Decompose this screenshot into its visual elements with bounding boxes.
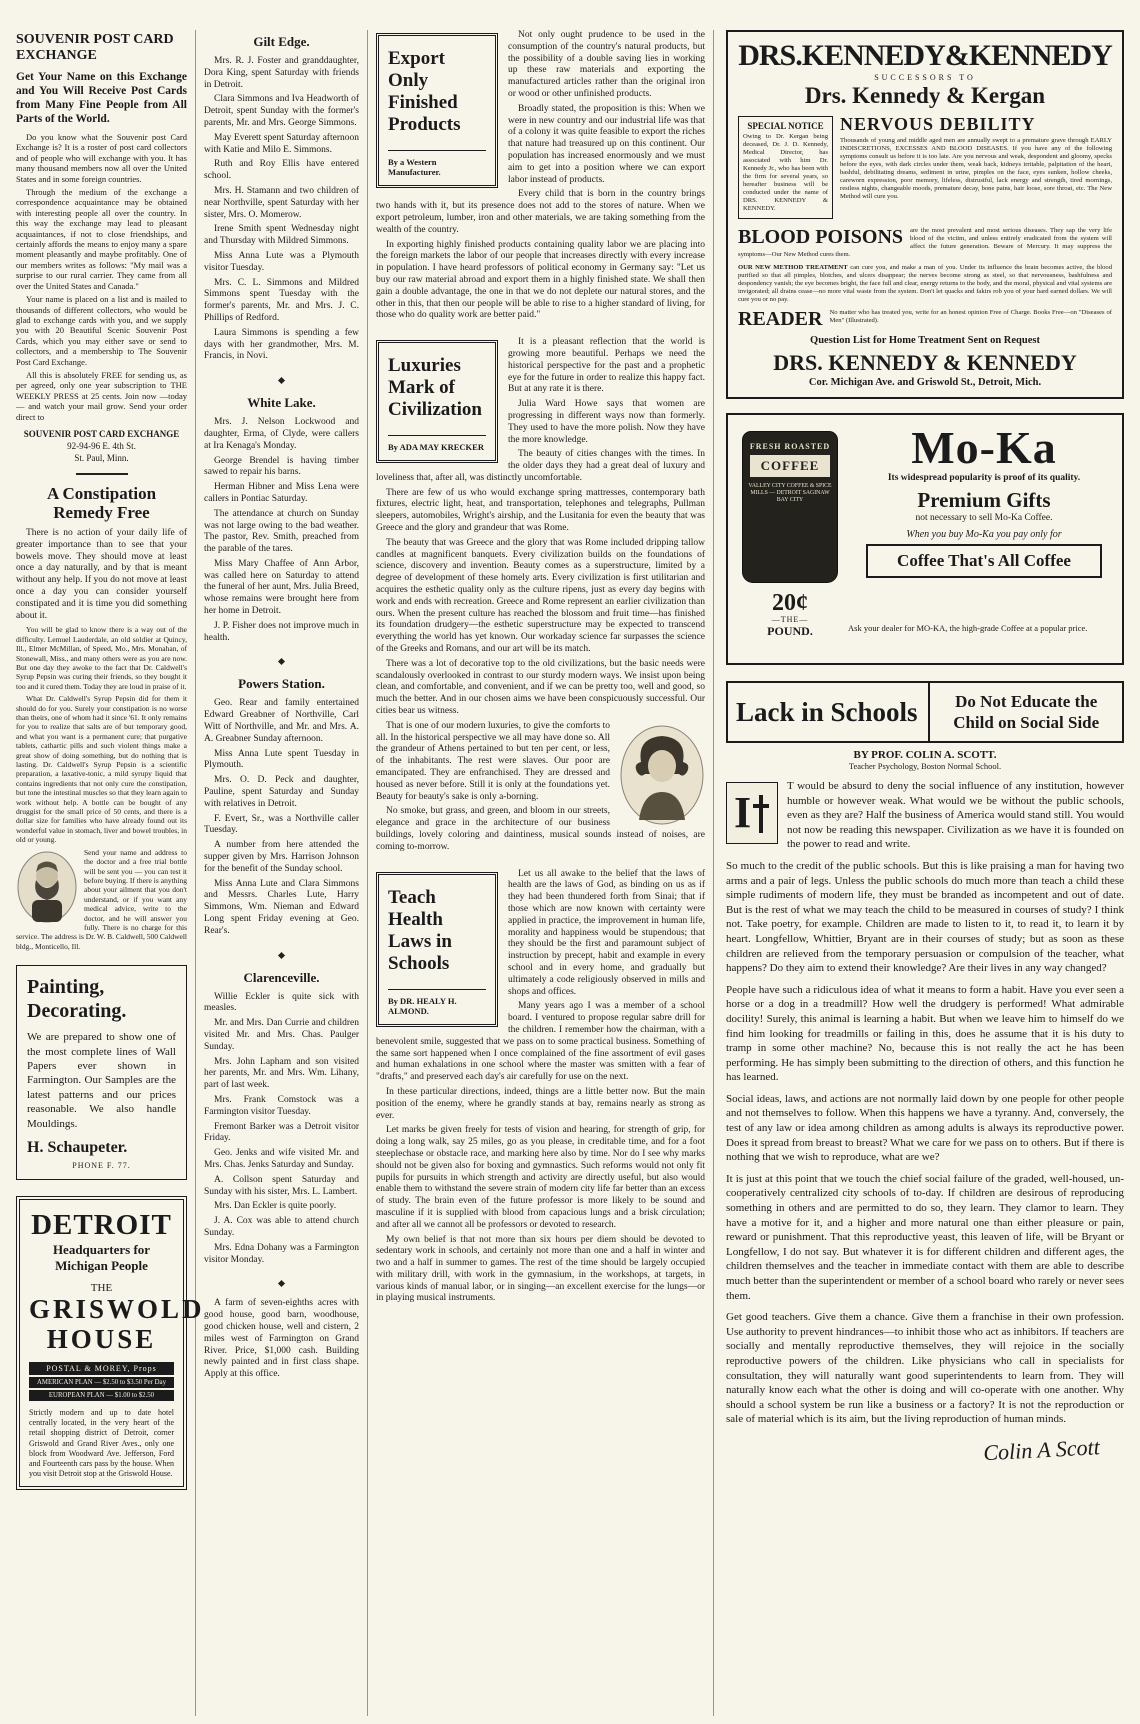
article-headline-box [726, 681, 1124, 743]
premium-gifts-line: Premium Gifts [917, 488, 1051, 512]
paragraph: Do you know what the Souvenir post Card Exchange is? It is a roster of post card collectors and of people who will exchange with you. It has many thousand members now all over the United States and in some foreign countries. [16, 132, 187, 184]
paragraph: Mrs. Frank Comstock was a Farmington visitor Tuesday. [204, 1094, 359, 1117]
moka-copy [856, 422, 1112, 578]
paragraph: Geo. Rear and family entertained Edward Greabner of Northville, Carl Witt of Northville, and Mr. and Mrs. A. A. Greabner Sunday afternoon. [204, 698, 359, 744]
ad-subheadline: Drs. Kennedy & Kergan [804, 83, 1046, 108]
paragraph: Your name is placed on a list and is mailed to thousands of different collectors, who would be glad to exchange cards with you, and we supply you with 20 Beautiful Scenic Souvenir Post Cards, which you may either save or send to collectors, and a membership to The Souvenir Post Card Exchange. [16, 294, 187, 367]
ad-footer-name: DRS. KENNEDY & KENNEDY [773, 350, 1077, 375]
paragraph: Irene Smith spent Wednesday night and Thursday with Mildred Simmons. [204, 224, 359, 247]
paragraph: Julia Ward Howe says that women are progressing in different ways now than formerly. They used to have the more polish. Now they have the more knowledge. [508, 399, 705, 445]
author-signature: Colin A Scott [982, 1434, 1101, 1466]
paragraph: Miss Anna Lute and Clara Simmons and Messrs. Charles Lute, Harry Simmons, Wm. Nieman and Edward Long spent Friday evening at Geo. Rear's. [204, 878, 359, 936]
nervous-debility-section [738, 114, 1112, 222]
article-paragraphs [726, 779, 1124, 1427]
ad-title: Painting, Decorating. [27, 976, 127, 1023]
cross-ornament-icon [753, 795, 769, 833]
paragraph: Ruth and Roy Ellis have entered school. [204, 159, 359, 182]
section-divider [204, 370, 359, 388]
paragraph: Many years ago I was a member of a school board. I ventured to propose regular sabre drill for the children. I remember how the chairman, with a benevolent smile, suggested that we pass on to some practical business. Something of the same sort happened when I once complained of the fine assortment of evil gases and human exhalations in one school where the master was smitten with a fear of "drafts," and preserved each day's air carefully for use on the next. [376, 1001, 705, 1083]
can-label-text: COFFEE [760, 458, 820, 473]
paragraph: A. Collson spent Saturday and Sunday with his sister, Mrs. L. Lambert. [204, 1174, 359, 1197]
can-label [750, 455, 830, 477]
paragraph: Laura Simmons is spending a few days with her grandmother, Mrs. M. Francis, in Novi. [204, 327, 359, 362]
price-amount: 20¢ [772, 590, 808, 616]
paragraph: Through the medium of the exchange a correspondence acquaintance may be obtained with interesting people all over the country. In this way the exchange may lead to pleasant acquaintances, if not to close friendships, and certainly affords the means to enjoy many a spare moment pleasantly and maybe profitably. One of our members writes as follows: "My mail was a surprise to our rural carrier. They came from all over the United States and Canada." [16, 187, 187, 291]
paragraph: All this is absolutely FREE for sending us, as per agreed, only one year subscription to THE WEEKLY PRESS at 25 cents. Join now —today— and watch your mail grow. Send your order direct to [16, 369, 187, 422]
price-the: —THE— [771, 615, 809, 624]
paragraph: Mrs. J. Nelson Lockwood and daughter, Erma, of Clyde, were callers at Ira Kenaga's Monday. [204, 417, 359, 451]
paragraph: So much to the credit of the public schools. But this is like praising a man for having two arms and a pair of legs. Unless the public schools do much more than teach a child these simple rudiments of modern life, they must be branded as incompetent and out of date. But is the rest of what we may teach the child to be measured in courses of study? I think not. Take poetry, for example. Children are made to listen to it, to read it, to learn it by heart. Longfellow, Whittier, Bryant are in their courses of study; but as soon as these children are relieved from the temporary persuasion or compulsion of the teacher, what happens? Do they aim to extend their knowledge? Are their lives in any way changed? [726, 859, 1124, 975]
paragraph: Mrs. C. L. Simmons and Mildred Simmons spent Tuesday with the former's parents, Mr. and Mrs. J. C. Phillips of Redford. [204, 277, 359, 323]
news-items [204, 698, 359, 937]
paragraph: Miss Mary Chaffee of Ann Arbor, was called here on Saturday to attend the funeral of her aunt, Mrs. Julia Breed, whose remains were brought here from her home in Detroit. [204, 558, 359, 617]
can-maker-text: VALLEY CITY COFFEE & SPICE MILLS — DETROIT SAGINAW BAY CITY [748, 483, 832, 503]
reader-body: No matter who has treated you, write for an honest opinion Free of Charge. Books Free—on "Diseases of Men" (Illustrated). [829, 309, 1112, 324]
lack-in-schools-article [726, 681, 1124, 1470]
nervous-title: NERVOUS DEBILITY [840, 114, 1036, 134]
paragraph: There is no action of your daily life of greater importance than to see that your bowels move. They should move at least once a day naturally, and by that is meant without any help. If you do not move at least once a day you can consider yourself constipated and it is time you did something about it. [16, 527, 187, 621]
teach-health-article [376, 869, 705, 1309]
paragraph: Every child that is born in the country brings two hands with it, but its presence does not add to the stores of nature. When we export petroleum, lumber, iron and other materials, we are taking something from the wealth of the country. [376, 189, 705, 235]
paragraph: J. A. Cox was able to attend church Sunday. [204, 1216, 359, 1238]
paragraph: The attendance at church on Sunday was not large owing to the bad weather. The pastor, Rev. Smith, preached from the parable of the tares. [204, 508, 359, 555]
paragraph: My own belief is that not more than six hours per diem should be devoted to sedentary work in schools, and certainly not more than one and a half in winter and two and a half in summer to games. The rest of the time should be largely occupied with military drill, with work in the gymnasium, in the workshops, at targets, in various kinds of manual labor, or in singing—an excellent exercise for the lungs—or in playing musical instruments. [376, 1234, 705, 1304]
article-body [16, 132, 187, 422]
paragraph: Social ideas, laws, and actions are not normally laid down by one people for other people and not themselves to follow. When this happens we have a tyranny. And, conversely, the test of any law or idea among children as among adults is always its reproductive power. Does it spread from breast to breast? What we care for we pass on to others. But if there is nothing that we wish to reproduce, what are we? [726, 1092, 1124, 1164]
paragraph: May Everett spent Saturday afternoon with Katie and Milo E. Simmons. [204, 132, 359, 155]
paragraph: No smoke, but grass, and green, and bloom in our streets, elegance and grace in the architecture of our business buildings, lovely coloring and daintiness, musical sounds instead of noises, are coming to-morrow. [376, 806, 705, 852]
method-paragraph [738, 264, 1112, 304]
article-title: A Constipation Remedy Free [46, 483, 157, 522]
paragraph: Mrs. Dan Eckler is quite poorly. [214, 1201, 337, 1212]
paragraph: Let us all awake to the belief that the laws of health are the laws of God, as binding on us as if they had been thundered forth from Sinai; that if those which are now known with certainty were applied in practice, the improvement in human life, morality and happiness would be stupendous; that they should be the first and paramount subject of instruction by precept, habit and example in every school and in every home, and gradually but ultimately a code religiously observed in mills and shops and offices. [508, 868, 705, 997]
paragraph: Mrs. O. D. Peck and daughter, Pauline, spent Saturday and Sunday with relatives in Detroit. [204, 775, 359, 809]
moka-coffee-ad [726, 413, 1124, 665]
locale-title: White Lake. [247, 395, 316, 411]
successors-line: SUCCESSORS TO [874, 73, 976, 82]
author-portrait-image [619, 724, 705, 826]
when-line: When you buy Mo-Ka you pay only for [906, 529, 1062, 540]
paragraph: That is one of our modern luxuries, to give the comforts to all. In the historical perspective we all may have done so. All the grandeur of Athens pertained to but ten per cent, or less, of the inhabitants. The rest were slaves. Our poor are emancipated. They are enfranchised. They are dressed and housed as never before. Still it is only at the foundations yet. Beauty for beauty's sake is only a-borning. [376, 720, 610, 802]
ad-headline: DRS.KENNEDY&KENNEDY [738, 39, 1112, 72]
ad-the: THE [90, 1282, 113, 1294]
paragraph: Mrs. H. Stamann and two children of near Northville, spent Saturday with her sister, Mrs. O. Momerow. [204, 185, 359, 220]
paragraph: Mrs. R. J. Foster and granddaughter, Dora King, spent Saturday with friends in Detroit. [204, 56, 359, 90]
ad-tagline-1: Headquarters for [52, 1242, 151, 1257]
rate-plan-1: AMERICAN PLAN — $2.50 to $3.50 Per Day [29, 1377, 174, 1388]
section-divider [204, 651, 359, 669]
section-rule [76, 473, 128, 475]
paragraph: Miss Anna Lute spent Tuesday in Plymouth. [204, 748, 359, 771]
reader-section [738, 309, 1112, 329]
question-list-line: Question List for Home Treatment Sent on Request [810, 335, 1040, 346]
paragraph: There are few of us who would exchange spring mattresses, contemporary bath fixtures, electric light, heat, and transportation, telephones and telegraphs, Pullman sleepers, automobiles, Wright's airship, and the Lusitania for even the beauty that was Greece and the glory and grandeur that was Rome. [376, 487, 705, 534]
white-lake-news [204, 395, 359, 644]
paragraph: Clara Simmons and Iva Headworth of Detroit, spent Sunday with the former's parents, Mr. and Mrs. George Simmons. [204, 94, 359, 128]
section-divider [204, 945, 359, 963]
feature-title: Export Only Finished Products [388, 48, 461, 135]
paragraph: J. P. Fisher does not improve much in health. [204, 620, 359, 643]
paragraph: It is just at this point that we touch the chief social failure of the graded, well-housed, un-cooperatively centralized city schools of to-day. If children are desirous of reproducing something in others and are permitted to do so, they learn. They clamor to learn. They have a motive for it, and a higher and more natural one than either pleasure or pain, reward or punishment. That this reproductive yeast, this leaven of life, will be Bryant or Longfellow, I do not say. But whatever it is for different children and different ages, the children themselves and the teacher in immediate contact with them are able to describe much better than the superintendent or member of a school board who rarely or never sees them. [726, 1172, 1124, 1302]
advertiser-name: H. Schaupeter. [27, 1139, 128, 1156]
powers-station-news [204, 676, 359, 937]
dropcap-letter: I [734, 788, 752, 837]
paragraph: Not only ought prudence to be used in the consumption of the country's natural products, but the possibility of a double saving lies in working up these raw materials and exporting the manufactured articles rather than the original iron or wood or other unfinished products. [508, 30, 705, 99]
clarenceville-news [204, 970, 359, 1267]
diamond-ornament-icon [278, 952, 285, 959]
can-arc-text: FRESH ROASTED [749, 442, 831, 451]
section-divider [204, 1273, 359, 1291]
paragraph: The beauty of cities changes with the times. In the older days they had a great deal of luxury and loveliness that, after all, was distinctly uncomfortable. [376, 449, 705, 483]
brand-name: Mo-Ka [911, 422, 1057, 473]
blood-poisons-section [738, 227, 1112, 259]
diamond-ornament-icon [278, 1280, 285, 1287]
notice-title: SPECIAL NOTICE [747, 121, 824, 131]
paragraph: People have such a ridiculous idea of what it means to form a habit. Have you ever seen a horse or a dog in a treadmill? How well the drudgery is performed! What admirable docility! Surely, this animal is learning a habit. But when we leave him to himself do we find him looking for treadmills or failing in this, does he assume that it is his duty to tramp in some other machine? No, because this is not really the act he has been performing. He has simply been submitting to the direction of others, and this function he has learned. [726, 983, 1124, 1084]
notice-body: Owing to Dr. Kergan being deceased, Dr. J. D. Kennedy, Medical Director, has associated with him Dr. Kennedy Jr., who has been with the firm for several years, so hereafter business will be conducted under the name of DRS. KENNEDY & KENNEDY. [743, 133, 828, 212]
headline-right: Do Not Educate the Child on Social Side [953, 692, 1100, 732]
teach-headline-box [376, 872, 498, 1027]
luxuries-headline-box [376, 340, 498, 463]
method-body: can cure you, and make a man of you. Under its influence the brain becomes active, the blood purified so that all pimples, blotches, and ulcers disappear; the nerves become strong as steel, so that nervousness, bashfulness and despondency vanish; the eye becomes bright, the face full and clear, energy returns to the body, and the moral, physical and vital systems are invigorated; all drains cease—no more vital waste from the system. Don't let quacks and fakirs rob you of your hard earned dollars. We will cure you or no pay. [738, 264, 1112, 303]
article-fine-print [16, 625, 187, 844]
price-unit: POUND. [767, 624, 813, 638]
blood-body: are the most prevalent and most serious diseases. They sap the very life blood of the victim, and unless entirely eradicated from the system will affect the future generation. Beware of Mercury. It may suppress the symptoms—Our New Method cures them. [738, 227, 1112, 258]
paragraph: F. Evert, Sr., was a Northville caller Tuesday. [204, 813, 359, 836]
feature-byline: By DR. HEALY H. ALMOND. [388, 989, 486, 1016]
griswold-house-ad [16, 1196, 205, 1490]
paragraph: In exporting highly finished products containing quality labor we are placing into the foreign markets the labor of our people that increases directly with every increase in population. I have heard professors of political economy in Germany say: "Let us buy our raw material abroad and export them in a highly finished state. We shall then gain a double advantage, the one in that we do not deplete our natural stores, and the other in this, that then our people will be able to rise to a higher standard of living, for those who do quality work are better paid." [376, 239, 705, 321]
paragraph: In these particular directions, indeed, things are a little better now. But the main position of the enemy, where he grandly stands at bay, remains nearly as strong as ever. [376, 1086, 705, 1121]
nervous-body: Thousands of young and middle aged men are annually swept to a premature grave through EARLY INDISCRETIONS, EXCESSES AND BLOOD DISEASES. If you have any of the following symptoms consult us before it is too late. Are you nervous and weak, despondent and gloomy, specks before the eyes, with dark circles under them, weak back, kidneys irritable, palpitation of the heart, bashful, debilitating dreams, sediment in urine, pimples on the face, eyes sunken, hollow cheeks, careworn expression, poor memory, lifeless, distrustful, lack energy and strength, tired mornings, restless nights, changeable moods, premature decay, bone pains, hair loose, sore throat, etc. The New Method will cure you. [840, 137, 1112, 200]
article-subtitle: Get Your Name on this Exchange and You Will Receive Post Cards from Many Fine People from All Parts of the World. [16, 71, 187, 125]
method-lead: OUR NEW METHOD TREATMENT [738, 264, 848, 271]
proprietors-line: POSTAL & MOREY, Props [29, 1362, 174, 1375]
coffee-can-illustration [742, 431, 838, 583]
paragraph: George Brendel is having timber sawed to repair his barns. [204, 455, 359, 478]
dropcap [726, 782, 778, 844]
constipation-article [16, 484, 187, 951]
rate-plan-2: EUROPEAN PLAN — $1.00 to $2.50 [29, 1390, 174, 1401]
address-city: St. Paul, Minn. [74, 452, 129, 463]
paragraph: Mrs. Edna Dohany was a Farmington visitor Monday. [204, 1242, 359, 1265]
paragraph: There was a lot of decorative top to the old civilizations, but the basic needs were scandalously overlooked in contrast to our sturdy modern ways. We insist upon being clean, and comfortable, and convenient, and if we can be pretty too, well and good, so much the better. And in our chosen aims we have been conspicuously successful. Our cities bear us witness. [376, 658, 705, 717]
paragraph: The beauty that was Greece and the glory that was Rome included dripping tallow candles at magnificent banquets. Every civilization builds on the foundations of science, discovery and invention. Beauty comes as a superstructure, limited by a degree of development of these homely arts. Every civilization is first utilitarian and acquires the esthetic quality only as the culture ripens, just as every day begins with work and ends with recreation. Greece and Rome represent an earlier civilization than ours. When the present culture has reached the blossom and fruit time—has finished its foundation drudgery—the esthetic superstructure may be expected to transcend everything the world has yet known. Our workaday science far surpasses the science of the Greeks and Romans, and our art will be its match. [376, 537, 705, 655]
byline: BY PROF. COLIN A. SCOTT. [853, 749, 997, 761]
export-article [376, 30, 705, 325]
column-4 [714, 30, 1132, 1716]
paragraph: Willie Eckler is quite sick with measles. [204, 991, 359, 1014]
ad-body: Strictly modern and up to date hotel centrally located, in the very heart of the retail shopping district of Detroit, corner Griswold and Grand River Aves., only one block from Woodward Ave. Jefferson, Ford and Fourteenth cars pass by the house. When you visit Detroit stop at the Griswold House. [29, 1408, 174, 1479]
special-notice-box [738, 116, 833, 219]
dealer-line: Ask your dealer for MO-KA, the high-grade Coffee at a popular price. [848, 623, 1088, 633]
paragraph: It is a pleasant reflection that the world is growing more beautiful. Perhaps we need the historical perspective for the past and a prophetic eye for the future in order to realize this happy fact. But at any rate it is there. [508, 337, 705, 395]
souvenir-article [16, 32, 187, 464]
article-body [726, 779, 1124, 1434]
paragraph: Let marks be given freely for tests of vision and hearing, for strength of grip, for doing a long walk, say 25 miles, go as you please, in creditable time, and for a foot steeplechase or obstacle race, and marking here also by time. Nor do I see why marks should not be given also for boxing and gymnastics. Such reforms would not only fit pupils for pursuits in which strength and activity are directly useful, but also would enable them to withstand the severe strain of modern city life far better than an excess of study. The brain even of the future professor is more likely to be sound and masculine if it is supplied with blood from capacious lungs and a brisk circulation; and after all we cannot all be professors or devoted to research. [376, 1125, 705, 1230]
blood-title: BLOOD POISONS [738, 227, 904, 248]
paragraph: Broadly stated, the proposition is this: When we were in new country and our industrial life was that of a colony it was quite feasible to export the riches that nature had treasured up on this continent. Our population has increased enormously and we must aim to get into a position where we can export labor instead of products. [508, 103, 705, 185]
paragraph: Send your name and address to the doctor and a free trial bottle will be sent you — you can test it before buying. If there is anything about your ailment that you don't understand, or if you want any medical advice, write to the doctor, and he will answer you fully. There is no charge for this service. The address is Dr. W. B. Caldwell, 500 Caldwell bldg., Monticello, Ill. [16, 847, 187, 951]
locale-title: Powers Station. [238, 676, 325, 692]
doctor-portrait-image [16, 850, 78, 924]
diamond-ornament-icon [278, 658, 285, 665]
ad-tagline-2: Michigan People [55, 1258, 148, 1273]
ad-city: DETROIT [31, 1209, 172, 1241]
slogan-box: Coffee That's All Coffee [866, 544, 1102, 578]
diamond-ornament-icon [278, 377, 285, 384]
paragraph: Herman Hibner and Miss Lena were callers in Pontiac Saturday. [204, 482, 359, 504]
premium-sub-line: not necessary to sell Mo-Ka Coffee. [915, 513, 1053, 523]
author-portrait [619, 724, 705, 826]
kennedy-ad [726, 30, 1124, 399]
paragraph: Fremont Barker was a Detroit visitor Friday. [204, 1121, 359, 1144]
address-block [16, 428, 187, 464]
paragraph: What Dr. Caldwell's Syrup Pepsin did for them it should do for you. Surely your constipation is no worse than theirs, one of whom had it since '61. It only remains for you to realize that salts are of but temporary good, and what you want is a permanent cure; that purgative tablets, cathartic pills and such violent things make a great show of doing something, but do nothing that is lasting. Dr. Caldwell's Syrup Pepsin is a scientific preparation, a laxative-tonic, a mild syrupy liquid that contains ingredients that not only cure the constipation, but tone the intestinal muscles so that they learn again to work without help. A bottle can be bought of any druggist for the small price of 50 cents, and there is a dollar size for families who have already found out its wonderful value in stomach, liver and bowel troubles, in old or young. [16, 694, 187, 845]
column-2 [196, 30, 368, 1716]
painting-ad [16, 965, 187, 1180]
paragraph: T would be absurd to deny the social influence of any institution, however humble or however weak. What would we be without the public schools, even as they are? Half the business of America would stand still. You would not now be reading this newspaper. Civilization as we have it is founded on the power to read and write. [787, 780, 1124, 851]
paragraph: Geo. Jenks and wife visited Mr. and Mrs. Chas. Jenks Saturday and Sunday. [204, 1148, 359, 1170]
article-fine-print-2 [16, 848, 187, 951]
column-3 [368, 30, 714, 1716]
news-items [204, 992, 359, 1267]
export-headline-box [376, 33, 498, 188]
paragraph: A number from here attended the supper given by Mrs. Harrison Johnson for the benefit of the Sunday school. [204, 840, 359, 874]
article-intro [16, 528, 187, 622]
ad-footer-address: Cor. Michigan Ave. and Griswold St., Detroit, Mich. [808, 377, 1042, 388]
locale-title: Clarenceville. [243, 969, 320, 985]
news-items [204, 56, 359, 363]
feature-byline: By ADA MAY KRECKER [388, 435, 486, 452]
feature-byline: By a Western Manufacturer. [388, 150, 486, 177]
ad-body: We are prepared to show one of the most complete lines of Wall Papers ever shown in Farmington. Our Samples are the latest patterns and our prices reasonable. We also handle Mouldings. [27, 1031, 176, 1130]
locale-title: Gilt Edge. [253, 34, 310, 49]
phone-line: PHONE F. 77. [72, 1161, 131, 1170]
paragraph: Mrs. John Lapham and son visited her parents, Mr. and Mrs. Wm. Lihany, part of last week. [204, 1056, 359, 1091]
luxuries-article [376, 337, 705, 856]
address-name: SOUVENIR POST CARD EXCHANGE [23, 428, 180, 439]
hotel-name-1: GRISWOLD [29, 1294, 205, 1324]
reader-title: READER [738, 309, 823, 329]
feature-title: Luxuries Mark of Civilization [388, 355, 482, 421]
paragraph: Get good teachers. Give them a chance. Give them a franchise in their own profession. Use authority to prevent hindrances—to inhibit those who act as inhibitors. If teachers are socially and mentally reproductive themselves, they will rejoice in the socially reproductive powers of the children. Like physicians who call in specialists for consultation, they will naturally want good superintendents to learn from. They will naturally know each what the other is doing and will co-operate with one another. Why should a school system be run like a business or a factory? It is not the reproduction or sale of material which is its aim, but the living reproduction of human minds. [726, 1311, 1124, 1426]
paragraph: A farm of seven-eighths acres with good house, good barn, woodhouse, good chicken house, well and cistern, 2 miles west of Farmington on Grand River. Price, $1,000 cash. Building newly painted and in first class shape. Apply at this office. [204, 1298, 359, 1380]
article-title: SOUVENIR POST CARD EXCHANGE [16, 32, 174, 63]
classified-body [204, 1298, 359, 1381]
news-items [204, 417, 359, 644]
byline-credentials: Teacher Psychology, Boston Normal School. [848, 761, 1002, 771]
paragraph: Miss Anna Lute was a Plymouth visitor Tuesday. [204, 250, 359, 273]
price-badge [754, 591, 826, 639]
headline-left: Lack in Schools [728, 683, 930, 741]
column-1 [8, 30, 205, 1716]
classified-ad [204, 1298, 359, 1381]
feature-title: Teach Health Laws in Schools [388, 886, 452, 974]
hotel-name-2: HOUSE [46, 1324, 157, 1354]
popularity-line: Its widespread popularity is proof of its quality. [887, 473, 1081, 483]
paragraph: You will be glad to know there is a way out of the difficulty. Lemuel Lauderdale, an old soldier at Quincy, Ill., Elmer McMillan, of Speed, Mo., Mrs. Monahan, of Stonewall, Miss., and many others were as you are now. But one day they awoke to the fact that Dr. Caldwell's Syrup Pepsin was curing their friends, so they bought it too and it cured them. Today they are loud in praise of it. [16, 625, 187, 691]
address-street: 92-94-96 E. 4th St. [67, 440, 136, 451]
doctor-portrait [16, 850, 78, 924]
paragraph: Mr. and Mrs. Dan Currie and children visited Mr. and Mrs. Chas. Paulger Sunday. [204, 1018, 359, 1052]
gilt-edge-news [204, 34, 359, 363]
